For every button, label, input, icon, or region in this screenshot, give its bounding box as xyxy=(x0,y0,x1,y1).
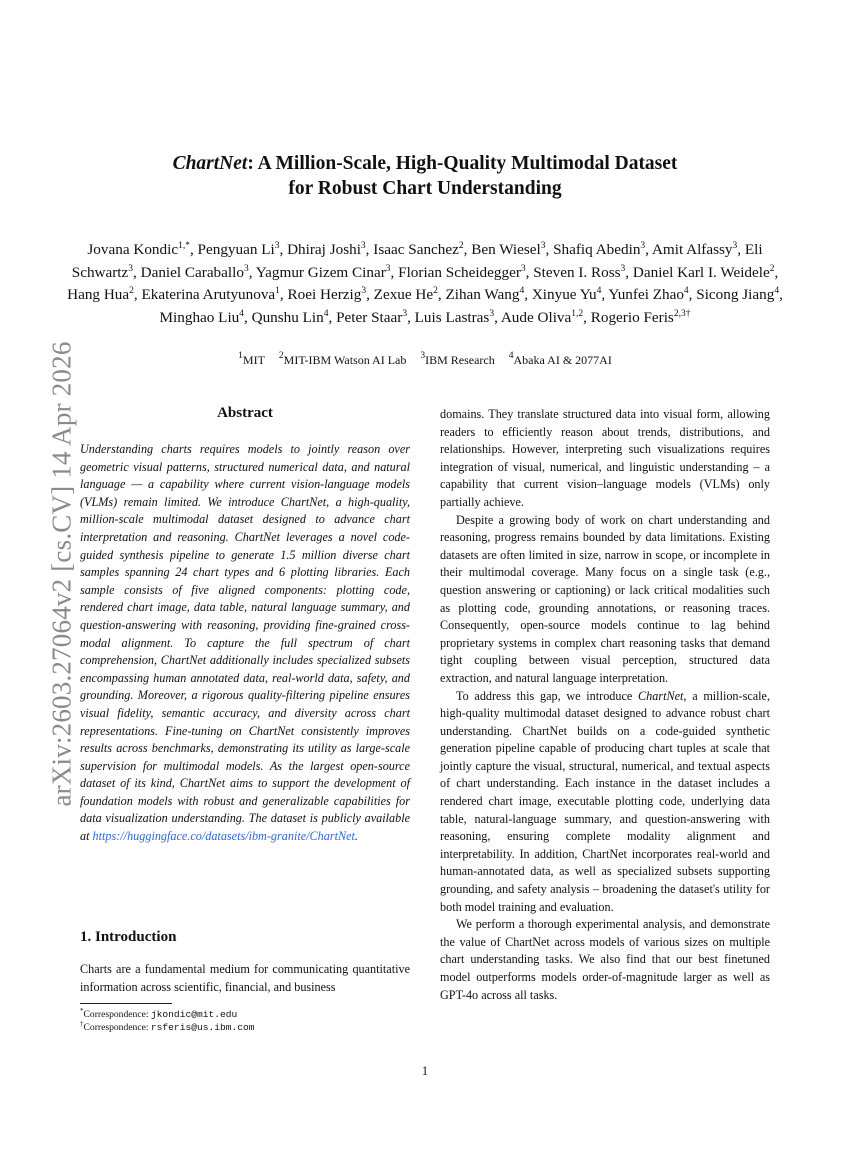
author-name: Hang Hua xyxy=(67,286,130,304)
author-name: Sicong Jiang xyxy=(696,286,775,304)
affiliation-mark: 2 xyxy=(278,351,284,361)
dataset-link[interactable]: https://huggingface.co/datasets/ibm-granite/ChartNet xyxy=(92,829,355,844)
author-affiliation-mark: 3 xyxy=(402,308,408,319)
intro-p3-dataset-name: ChartNet xyxy=(638,688,684,703)
intro-paragraph-1: domains. They translate structured data into visual form, allowing readers to efficiently reason about trends, distributions, and relationships. However, interpreting such visualizations requires integration of visual, numerical, and linguistic understanding – a capability that current vision–language models (VLMs) only partially achieve. xyxy=(440,407,770,509)
author-name: Roei Herzig xyxy=(287,286,362,304)
footnote-email: jkondic@mit.edu xyxy=(150,1009,238,1020)
intro-paragraph-4: We perform a thorough experimental analysis, and demonstrate the value of ChartNet across models of various sizes on multiple chart understanding tasks. We also find that our best finetuned model outperforms models order-of-magnitude larger as well as GPT-4o across all tasks. xyxy=(440,917,770,1002)
author-affiliation-mark: 1,* xyxy=(178,241,190,251)
author-affiliation-mark: 3 xyxy=(540,241,546,251)
author-name: Steven I. Ross xyxy=(533,263,621,281)
intro-paragraph-3 xyxy=(440,688,770,917)
author-name: Florian Scheidegger xyxy=(398,263,521,281)
author-name: Zexue He xyxy=(373,286,434,304)
author-separator: , xyxy=(244,308,252,326)
abstract-end: . xyxy=(354,829,358,844)
author-affiliation-mark: 2,3† xyxy=(673,308,691,319)
author-name: Daniel Karl I. Weidele xyxy=(632,263,770,281)
author-name: Minghao Liu xyxy=(159,308,240,326)
author-name: Xinyue Yu xyxy=(531,286,597,304)
author-name: Pengyuan Li xyxy=(197,241,275,258)
author-separator: , xyxy=(189,241,198,258)
author-separator: , xyxy=(645,241,652,258)
author-separator: , xyxy=(407,308,415,326)
affiliation-item xyxy=(420,353,494,367)
abstract-text: Understanding charts requires models to jointly reason over geometric visual patterns, structured numerical data, and natural language — a capability where current vision-language models (VLMs) remain limited. We introduce ChartNet, a high-quality, million-scale multimodal dataset designed to advance chart interpretation and reasoning. ChartNet leverages a novel code-guided synthesis pipeline to generate 1.5 million diverse chart samples spanning 24 chart types and 6 plotting libraries. Each sample consists of five aligned components: plotting code, rendered chart image, data table, natural language summary, and question-answering with reasoning, providing fine-grained cross-modal alignment. To capture the full spectrum of chart comprehension, ChartNet additionally includes specialized subsets encompassing human annotated data, real-world data, safety, and grounding. Moreover, a rigorous quality-filtering pipeline ensures visual fidelity, semantic accuracy, and diversity across chart representations. Fine-tuning on ChartNet consistently improves results across benchmarks, demonstrating its utility as large-scale supervision for multimodal models. As the largest open-source dataset of its kind, ChartNet aims to support the development of foundation models with robust and generalizable capabilities for data visualization understanding. The dataset is publicly available at xyxy=(80,442,410,844)
author-name: Shafiq Abedin xyxy=(553,241,641,258)
affiliation-mark: 1 xyxy=(238,351,243,361)
author-affiliation-mark: 2 xyxy=(129,286,134,297)
title-line-1 xyxy=(0,151,850,176)
abstract-body xyxy=(80,441,410,846)
author-separator: , xyxy=(328,308,337,326)
page-number: 1 xyxy=(421,1064,429,1078)
affiliation-mark: 3 xyxy=(420,351,426,361)
author-affiliation-mark: 4 xyxy=(323,308,329,319)
author-name: Daniel Caraballo xyxy=(140,263,244,281)
footnote-divider xyxy=(80,1003,172,1004)
author-separator: , xyxy=(737,241,745,258)
author-name: Luis Lastras xyxy=(414,308,490,326)
intro-p3-rest: , a million-scale, high-quality multimodal dataset designed to advance robust chart understanding. ChartNet builds on a code-guided synthetic generation pipeline capable of producing chart tuples at scale that jointly capture the visual, structural, numerical, and textual aspects of chart understanding. Each instance in the dataset includes a rendered chart image, executable plotting code, underlying data table, natural-language summary, and question-answering with reasoning, ensuring complete modality alignment and interpretability. In addition, ChartNet incorporates real-world and human-annotated data, as well as specialized subsets supporting grounding, and safety analysis – broadening the dataset's utility for both model training and evaluation. xyxy=(440,688,770,914)
author-separator: , xyxy=(390,263,399,281)
arxiv-sidebar-stamp: arXiv:2603.27064v2 [cs.CV] 14 Apr 2026 xyxy=(46,341,77,807)
affiliation-item xyxy=(509,353,612,367)
title-line-2: for Robust Chart Understanding xyxy=(288,178,562,199)
author-name: Yagmur Gizem Cinar xyxy=(255,263,386,281)
author-affiliation-mark: 3 xyxy=(520,263,526,274)
author-affiliation-mark: 4 xyxy=(239,308,245,319)
abstract-heading: Abstract xyxy=(217,405,273,421)
author-separator: , xyxy=(133,286,142,304)
footnote-mark: * xyxy=(80,1007,84,1015)
author-affiliation-mark: 4 xyxy=(683,286,689,297)
affiliation-name: IBM Research xyxy=(425,353,495,367)
author-separator: , xyxy=(625,263,633,281)
author-name: Ekaterina Arutyunova xyxy=(141,286,276,304)
author-separator: , xyxy=(279,241,288,258)
author-affiliation-mark: 3 xyxy=(361,286,367,297)
author-name: Rogerio Feris xyxy=(590,308,674,326)
author-name: Ben Wiesel xyxy=(471,241,541,258)
author-separator: , xyxy=(688,286,697,304)
footnote-item xyxy=(80,1008,410,1021)
author-separator: , xyxy=(545,241,554,258)
footnote-email: rsferis@us.ibm.com xyxy=(150,1022,255,1033)
author-name: Isaac Sanchez xyxy=(373,241,459,258)
author-affiliation-mark: 3 xyxy=(640,241,646,251)
author-separator: , xyxy=(779,286,783,304)
author-affiliation-mark: 3 xyxy=(243,263,249,274)
author-name: Jovana Kondic xyxy=(87,241,179,258)
affiliation-name: MIT-IBM Watson AI Lab xyxy=(283,353,407,367)
author-affiliation-mark: 3 xyxy=(360,241,366,251)
author-separator: , xyxy=(133,263,141,281)
author-affiliation-mark: 4 xyxy=(596,286,602,297)
author-separator: , xyxy=(583,308,591,326)
author-separator: , xyxy=(279,286,288,304)
author-separator: , xyxy=(463,241,472,258)
author-name: Zihan Wang xyxy=(445,286,520,304)
footnote-label: Correspondence: xyxy=(83,1009,151,1020)
paper-title xyxy=(0,151,850,201)
footnote-label: Correspondence: xyxy=(83,1022,151,1033)
footnotes xyxy=(80,1008,410,1034)
author-list xyxy=(60,239,790,329)
author-name: Dhiraj Joshi xyxy=(287,241,361,258)
affiliation-item xyxy=(238,353,265,367)
author-separator: , xyxy=(248,263,256,281)
author-separator: , xyxy=(365,241,374,258)
author-affiliation-mark: 3 xyxy=(620,263,626,274)
author-name: Amit Alfassy xyxy=(651,241,733,258)
author-separator: , xyxy=(524,286,532,304)
affiliation-name: Abaka AI & 2077AI xyxy=(513,353,612,367)
author-separator: , xyxy=(366,286,374,304)
author-affiliation-mark: 1 xyxy=(275,286,280,297)
author-name: Eli Schwartz xyxy=(71,241,763,281)
title-dataset-name: ChartNet xyxy=(172,153,248,174)
section-heading-introduction: 1. Introduction xyxy=(80,929,177,945)
author-affiliation-mark: 3 xyxy=(274,241,280,251)
author-name: Aude Oliva xyxy=(500,308,572,326)
author-name: Peter Staar xyxy=(336,308,403,326)
author-separator: , xyxy=(601,286,609,304)
author-affiliation-mark: 4 xyxy=(519,286,525,297)
author-affiliation-mark: 3 xyxy=(128,263,134,274)
intro-left-column-text: Charts are a fundamental medium for communicating quantitative information across scientific, financial, and business xyxy=(80,962,410,994)
author-separator: , xyxy=(774,263,779,281)
author-affiliation-mark: 4 xyxy=(774,286,780,297)
affiliation-name: MIT xyxy=(242,353,265,367)
intro-paragraph-2: Despite a growing body of work on chart understanding and reasoning, progress remains bounded by data limitations. Existing datasets are often limited in size, narrow in scope, or incomplete in their multimodal coverage. Many focus on a single task (e.g., question answering or captioning) or lack critical modalities such as plotting code, grounding annotations, or reasoning traces. Consequently, open-source models continue to lag behind proprietary systems in complex chart reasoning tasks that demand tight coupling between visual perception, structured data extraction, and natural language interpretation. xyxy=(440,512,770,685)
affiliation-item xyxy=(279,353,406,367)
footnote-mark: † xyxy=(80,1020,84,1028)
author-affiliation-mark: 2 xyxy=(458,241,464,251)
author-affiliation-mark: 2 xyxy=(433,286,438,297)
author-affiliation-mark: 1,2 xyxy=(571,308,584,319)
author-affiliation-mark: 3 xyxy=(732,241,738,251)
author-separator: , xyxy=(525,263,534,281)
author-separator: , xyxy=(437,286,446,304)
author-separator: , xyxy=(494,308,501,326)
intro-p3-start: To address this gap, we introduce xyxy=(456,688,639,703)
affiliations xyxy=(0,353,850,368)
footnote-item xyxy=(80,1021,410,1034)
author-name: Yunfei Zhao xyxy=(608,286,684,304)
intro-right-column xyxy=(440,406,770,1004)
title-line-1-rest: : A Million-Scale, High-Quality Multimodal Dataset xyxy=(247,153,678,174)
author-affiliation-mark: 3 xyxy=(489,308,495,319)
affiliation-mark: 4 xyxy=(508,351,514,361)
author-name: Qunshu Lin xyxy=(251,308,324,326)
author-affiliation-mark: 3 xyxy=(385,263,391,274)
author-affiliation-mark: 2 xyxy=(769,263,775,274)
